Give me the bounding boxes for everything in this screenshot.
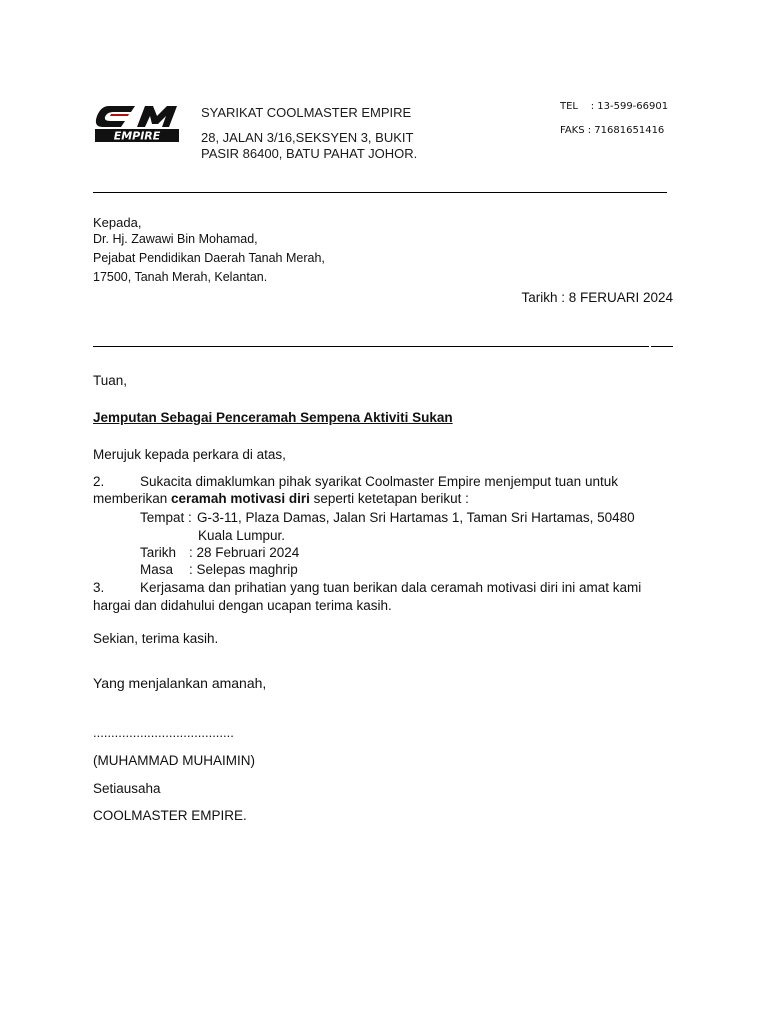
signatory-name: (MUHAMMAD MUHAIMIN) xyxy=(93,753,255,768)
amanah-line: Yang menjalankan amanah, xyxy=(93,675,267,691)
p2-line2-post: seperti ketetapan berikut : xyxy=(309,491,469,506)
paragraph-2-line2 xyxy=(93,491,469,506)
paragraph-2-line1: Sukacita dimaklumkan pihak syarikat Coolmaster Empire menjemput tuan untuk xyxy=(140,474,618,489)
closing-line: Sekian, terima kasih. xyxy=(93,631,219,646)
recipient-name: Dr. Hj. Zawawi Bin Mohamad, xyxy=(93,232,258,246)
paragraph-3-line2: hargai dan didahului dengan ucapan terima kasih. xyxy=(93,598,392,613)
letter-subject: Jemputan Sebagai Penceramah Sempena Aktiviti Sukan xyxy=(93,410,453,425)
p2-line2-pre: memberikan xyxy=(93,491,172,506)
header-divider xyxy=(93,192,667,193)
masa-label: Masa xyxy=(140,562,174,577)
company-address-line2: PASIR 86400, BATU PAHAT JOHOR. xyxy=(201,146,418,161)
salutation: Tuan, xyxy=(93,373,128,388)
tarikh-label: Tarikh xyxy=(140,545,177,560)
signatory-company: COOLMASTER EMPIRE. xyxy=(93,808,247,823)
signatory-title: Setiausaha xyxy=(93,781,161,796)
reference-line: Merujuk kepada perkara di atas, xyxy=(93,447,286,462)
tempat-value-line1: G-3-11, Plaza Damas, Jalan Sri Hartamas 1, Taman Sri Hartamas, 50480 xyxy=(197,510,635,525)
paragraph-3-line1: Kerjasama dan prihatian yang tuan berikan dala ceramah motivasi diri ini amat kami xyxy=(140,580,642,595)
tempat-value-line2: Kuala Lumpur. xyxy=(198,528,286,543)
fax-number: FAKS : 71681651416 xyxy=(560,125,665,136)
kepada-label: Kepada, xyxy=(93,215,142,230)
company-name: SYARIKAT COOLMASTER EMPIRE xyxy=(201,105,412,120)
company-logo xyxy=(95,102,181,144)
date-divider xyxy=(93,346,649,347)
paragraph-2-number: 2. xyxy=(93,474,105,489)
logo-text: EMPIRE xyxy=(113,129,161,143)
tempat-label: Tempat : xyxy=(140,510,192,525)
recipient-address: 17500, Tanah Merah, Kelantan. xyxy=(93,270,268,284)
date-divider-tail xyxy=(651,346,673,347)
p2-line2-bold: ceramah motivasi diri xyxy=(171,491,310,506)
tel-number: TEL : 13-599-66901 xyxy=(560,101,669,112)
tarikh-value: : 28 Februari 2024 xyxy=(189,545,300,560)
company-address-line1: 28, JALAN 3/16,SEKSYEN 3, BUKIT xyxy=(201,130,414,145)
paragraph-3-number: 3. xyxy=(93,580,105,595)
recipient-office: Pejabat Pendidikan Daerah Tanah Merah, xyxy=(93,251,325,265)
masa-value: : Selepas maghrip xyxy=(189,562,298,577)
signature-dots: ....................................... xyxy=(93,725,234,740)
letter-date: Tarikh : 8 FERUARI 2024 xyxy=(521,290,673,305)
